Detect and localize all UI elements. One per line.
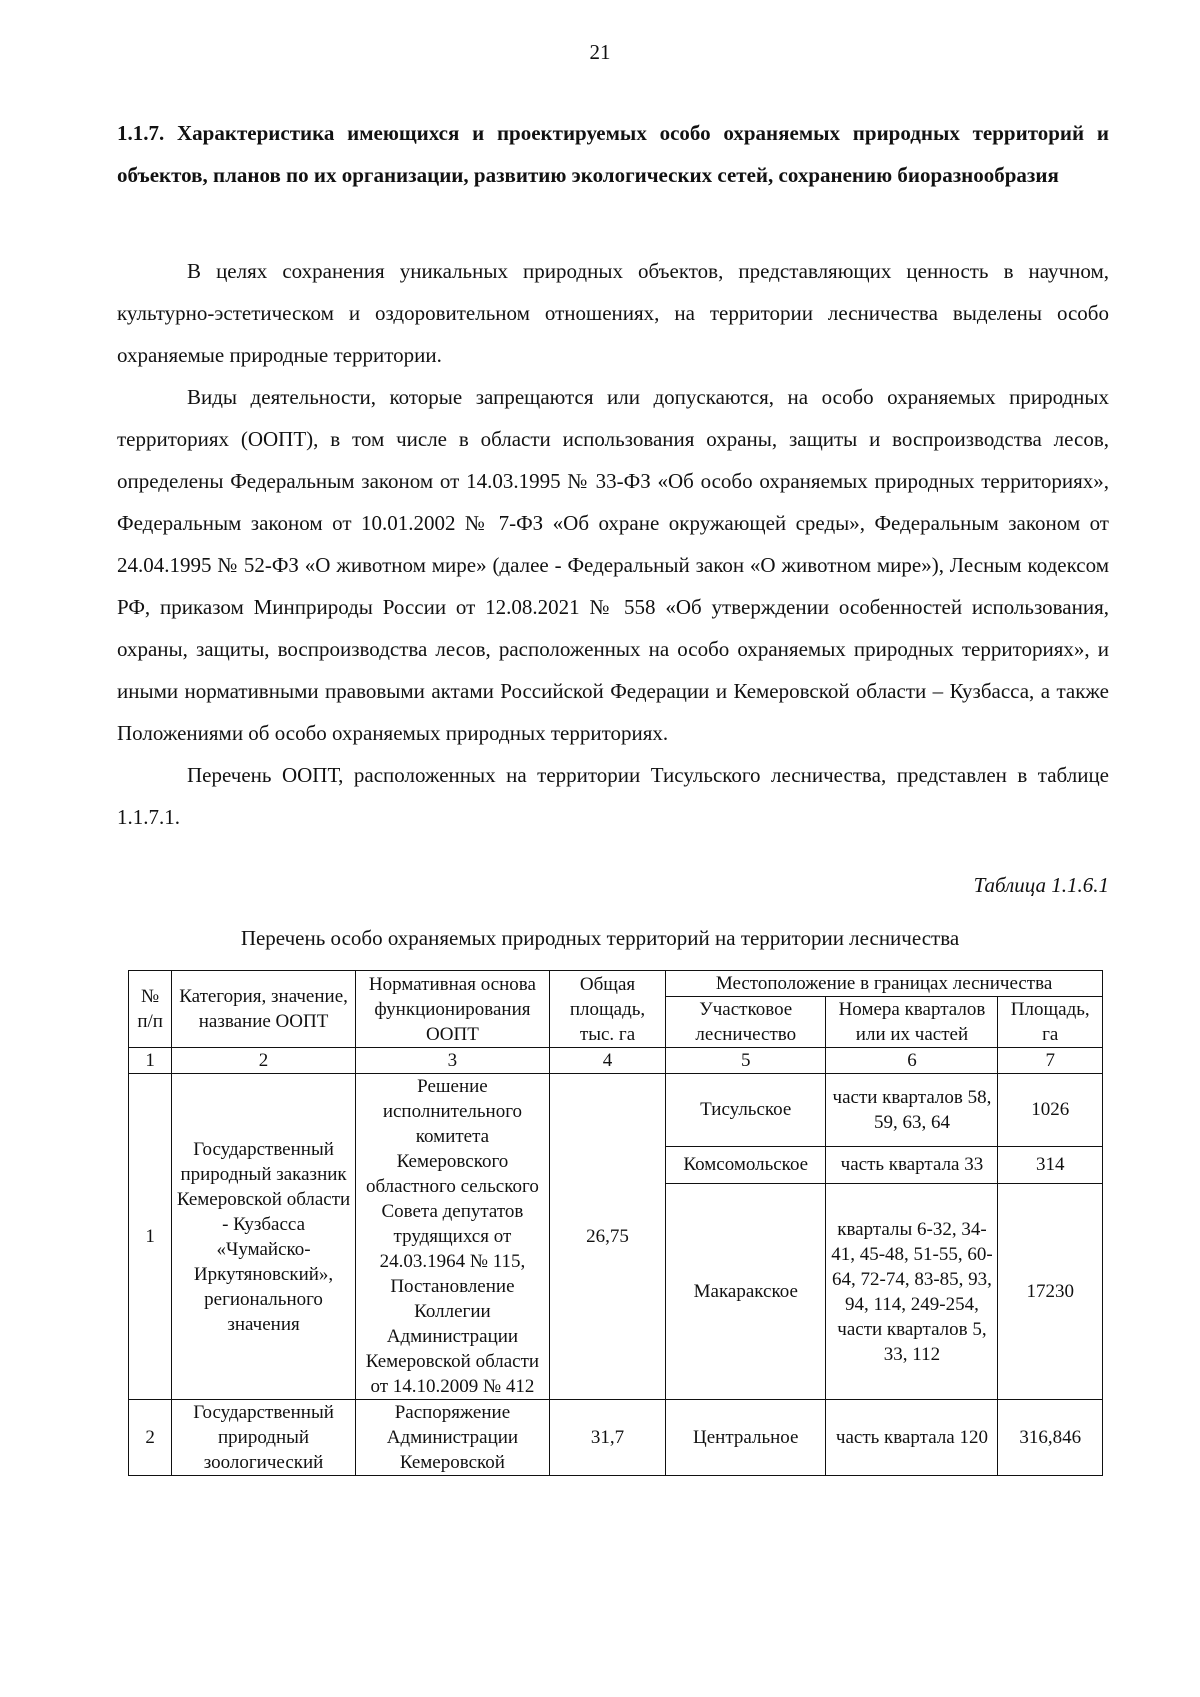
header-basis: Нормативная основа функционирования ООПТ [355, 971, 549, 1048]
column-number: 4 [550, 1048, 666, 1074]
column-number: 6 [826, 1048, 998, 1074]
row-num: 2 [129, 1400, 172, 1476]
table-row [129, 1074, 1103, 1147]
table-header-row [129, 971, 1103, 997]
header-location-group: Местоположение в границах лесничества [666, 971, 1103, 997]
row-quarters: часть квартала 33 [826, 1146, 998, 1183]
paragraph: Перечень ООПТ, расположенных на территории Тисульского лесничества, представлен в таблице 1.1.7.1. [117, 763, 1109, 829]
row-basis: Решение исполнительного комитета Кемеровского областного сельского Совета депутатов трудящихся от 24.03.1964 № 115, Постановление Коллегии Администрации Кемеровской области от 14.10.2009 № 412 [355, 1074, 549, 1400]
column-number: 2 [172, 1048, 356, 1074]
row-category: Государственный природный зоологический [172, 1400, 356, 1476]
paragraph: В целях сохранения уникальных природных объектов, представляющих ценность в научном, культурно-эстетическом и оздоровительном отношениях, на территории лесничества выделены особо охраняемые природные территории. [117, 259, 1109, 367]
header-category: Категория, значение, название ООПТ [172, 971, 356, 1048]
header-district-area: Площадь, га [998, 997, 1103, 1048]
table-title: Перечень особо охраняемых природных территорий на территории лесничества [240, 926, 960, 950]
row-num: 1 [129, 1074, 172, 1400]
body-text [117, 250, 1109, 838]
row-district: Центральное [666, 1400, 826, 1476]
row-area: 26,75 [550, 1074, 666, 1400]
section-heading: 1.1.7. Характеристика имеющихся и проектируемых особо охраняемых природных территорий и объектов, планов по их организации, развитию экологических сетей, сохранению биоразнообразия [117, 121, 1109, 187]
column-number-row [129, 1048, 1103, 1074]
row-district-area: 17230 [998, 1184, 1103, 1400]
row-district: Комсомольское [666, 1146, 826, 1183]
row-district-area: 316,846 [998, 1400, 1103, 1476]
column-number: 7 [998, 1048, 1103, 1074]
row-area: 31,7 [550, 1400, 666, 1476]
column-number: 1 [129, 1048, 172, 1074]
row-basis: Распоряжение Администрации Кемеровской [355, 1400, 549, 1476]
row-quarters: части кварталов 58, 59, 63, 64 [826, 1074, 998, 1147]
row-category: Государственный природный заказник Кемеровской области - Кузбасса «Чумайско-Иркутяновский», регионального значения [172, 1074, 356, 1400]
table-label: Таблица 1.1.6.1 [973, 873, 1109, 897]
row-district-area: 314 [998, 1146, 1103, 1183]
header-district: Участковое лесничество [666, 997, 826, 1048]
column-number: 5 [666, 1048, 826, 1074]
header-num: № п/п [129, 971, 172, 1048]
row-quarters: кварталы 6-32, 34-41, 45-48, 51-55, 60-64, 72-74, 83-85, 93, 94, 114, 249-254, части кварталов 5, 33, 112 [826, 1184, 998, 1400]
column-number: 3 [355, 1048, 549, 1074]
header-quarters: Номера кварталов или их частей [826, 997, 998, 1048]
table-row [129, 1400, 1103, 1476]
row-quarters: часть квартала 120 [826, 1400, 998, 1476]
oopt-table [128, 970, 1103, 1476]
page-number: 21 [589, 40, 611, 64]
row-district: Тисульское [666, 1074, 826, 1147]
header-area: Общая площадь, тыс. га [550, 971, 666, 1048]
row-district: Макаракское [666, 1184, 826, 1400]
row-district-area: 1026 [998, 1074, 1103, 1147]
paragraph: Виды деятельности, которые запрещаются или допускаются, на особо охраняемых природных территориях (ООПТ), в том числе в области использования охраны, защиты и воспроизводства лесов, определены Федеральным законом от 14.03.1995 № 33-ФЗ «Об особо охраняемых природных территориях», Федеральным законом от 10.01.2002 № 7-ФЗ «Об охране окружающей среды», Федеральным законом от 24.04.1995 № 52-ФЗ «О животном мире» (далее - Федеральный закон «О животном мире»), Лесным кодексом РФ, приказом Минприроды России от 12.08.2021 № 558 «Об утверждении особенностей использования, охраны, защиты, воспроизводства лесов, расположенных на особо охраняемых природных территориях», и иными нормативными правовыми актами Российской Федерации и Кемеровской области – Кузбасса, а также Положениями об особо охраняемых природных территориях. [117, 385, 1109, 745]
